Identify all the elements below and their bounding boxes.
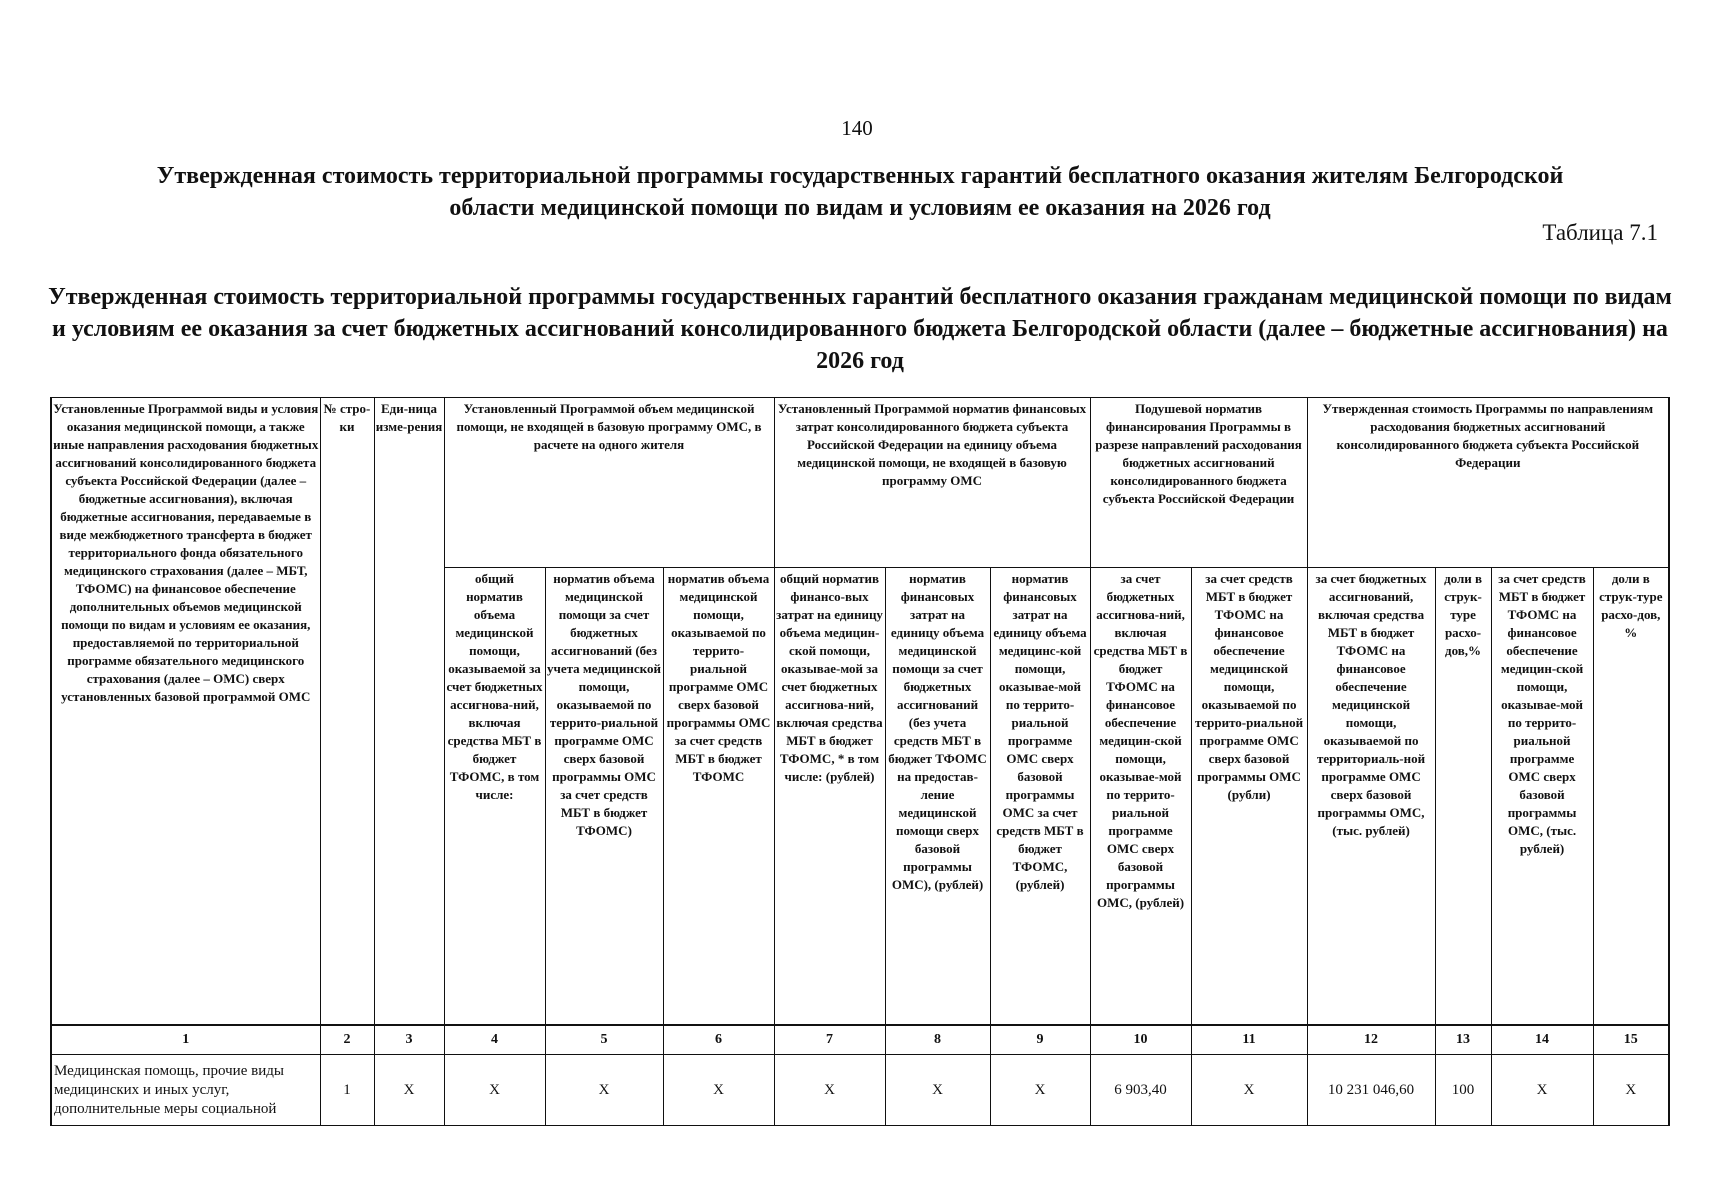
column-number: 14: [1491, 1025, 1593, 1055]
unit-cell: Х: [374, 1055, 444, 1126]
row-name: Медицинская помощь, прочие виды медицинских и иных услуг, дополнительные меры социальной: [51, 1055, 320, 1126]
cost-table: [50, 397, 1670, 1126]
table-cell: Х: [774, 1055, 885, 1126]
column-number: 15: [1593, 1025, 1669, 1055]
column-number: 13: [1435, 1025, 1491, 1055]
table-label: Таблица 7.1: [1542, 220, 1658, 245]
table-cell: 100: [1435, 1055, 1491, 1126]
table-cell: Х: [990, 1055, 1090, 1126]
header-col-7: общий норматив финансо-вых затрат на единицу объема медицин-ской помощи, оказывае-мой за счет бюджетных ассигнова-ний, включая средства МБТ в бюджет ТФОМС, * в том числе: (рублей): [774, 568, 885, 1025]
header-col-9: норматив финансовых затрат на единицу объема медицинс-кой помощи, оказывае-мой по террито-риальной программе ОМС сверх базовой программы ОМС за счет средств МБТ в бюджет ТФОМС, (рублей): [990, 568, 1090, 1025]
column-number: 10: [1090, 1025, 1191, 1055]
table-row: [51, 1055, 1669, 1126]
column-number: 1: [51, 1025, 320, 1055]
table-cell: 10 231 046,60: [1307, 1055, 1435, 1126]
column-number: 12: [1307, 1025, 1435, 1055]
header-group-percapita: Подушевой норматив финансирования Программы в разрезе направлений расходования бюджетных ассигнований консолидированного бюджета субъекта Российской Федерации: [1090, 398, 1307, 568]
table-cell: Х: [663, 1055, 774, 1126]
header-col-8: норматив финансовых затрат на единицу объема медицинской помощи за счет бюджетных ассигнований (без учета средств МБТ в бюджет ТФОМС на предостав-ление медицинской помощи сверх базовой программы ОМС), (рублей): [885, 568, 990, 1025]
table-cell: Х: [1491, 1055, 1593, 1126]
table-title: Утвержденная стоимость территориальной программы государственных гарантий бесплатного оказания гражданам медицинской помощи по видам и условиям ее оказания за счет бюджетных ассигнований консолидированного бюджета Белгородской области (далее – бюджетные ассигнования) на 2026 год: [48, 284, 1672, 374]
header-col-1: Установленные Программой виды и условия оказания медицинской помощи, а также иные направления расходования бюджетных ассигнований консолидированного бюджета субъекта Российской Федерации (далее – бюджетные ассигнования), включая бюджетные ассигнования, передаваемые в виде межбюджетного трансферта в бюджет территориального фонда обязательного медицинского страхования (далее – МБТ, ТФОМС) на финансовое обеспечение дополнительных объемов медицинской помощи по видам и условиям ее оказания, предоставляемой по территориальной программе обязательного медицинского страхования (далее – ОМС) сверх установленных базовой программой ОМС: [51, 398, 320, 1025]
column-number: 11: [1191, 1025, 1307, 1055]
column-number: 3: [374, 1025, 444, 1055]
table-cell: Х: [1593, 1055, 1669, 1126]
header-col-13: доли в струк-туре расхо-дов,%: [1435, 568, 1491, 1025]
header-col-10: за счет бюджетных ассигнова-ний, включая средства МБТ в бюджет ТФОМС на финансовое обеспечение медицин-ской помощи, оказывае-мой по террито-риальной программе ОМС сверх базовой программы ОМС, (рублей): [1090, 568, 1191, 1025]
header-col-14: за счет средств МБТ в бюджет ТФОМС на финансовое обеспечение медицин-ской помощи, оказывае-мой по террито-риальной программе ОМС сверх базовой программы ОМС, (тыс. рублей): [1491, 568, 1593, 1025]
header-col-4: общий норматив объема медицинской помощи, оказываемой за счет бюджетных ассигнова-ний, включая средства МБТ в бюджет ТФОМС, в том числе:: [444, 568, 545, 1025]
row-number-cell: 1: [320, 1055, 374, 1126]
page-number: 140: [841, 116, 873, 140]
header-group-norm: Установленный Программой норматив финансовых затрат консолидированного бюджета субъекта Российской Федерации на единицу объема медицинской помощи, не входящей в базовую программу ОМС: [774, 398, 1090, 568]
header-col-11: за счет средств МБТ в бюджет ТФОМС на финансовое обеспечение медицинской помощи, оказываемой по террито-риальной программе ОМС сверх базовой программы ОМС (рубли): [1191, 568, 1307, 1025]
column-number: 8: [885, 1025, 990, 1055]
column-number: 4: [444, 1025, 545, 1055]
column-number: 2: [320, 1025, 374, 1055]
table-cell: Х: [545, 1055, 663, 1126]
header-group-volume: Установленный Программой объем медицинской помощи, не входящей в базовую программу ОМС, в расчете на одного жителя: [444, 398, 774, 568]
column-number: 6: [663, 1025, 774, 1055]
header-col-15: доли в струк-туре расхо-дов, %: [1593, 568, 1669, 1025]
header-group-cost: Утвержденная стоимость Программы по направлениям расходования бюджетных ассигнований консолидированного бюджета субъекта Российской Федерации: [1307, 398, 1669, 568]
header-col-12: за счет бюджетных ассигнований, включая средства МБТ в бюджет ТФОМС на финансовое обеспечение медицинской помощи, оказываемой по территориаль-ной программе ОМС сверх базовой программы ОМС, (тыс. рублей): [1307, 568, 1435, 1025]
table-cell: Х: [444, 1055, 545, 1126]
header-col-2: № стро-ки: [320, 398, 374, 1025]
header-col-5: норматив объема медицинской помощи за счет бюджетных ассигнований (без учета медицинской помощи, оказываемой по террито-риальной программе ОМС сверх базовой программы ОМС за счет средств МБТ в бюджет ТФОМС): [545, 568, 663, 1025]
column-number: 9: [990, 1025, 1090, 1055]
header-col-3: Еди-ница изме-рения: [374, 398, 444, 1025]
column-number: 7: [774, 1025, 885, 1055]
header-col-6: норматив объема медицинской помощи, оказываемой по террито-риальной программе ОМС сверх базовой программы ОМС за счет средств МБТ в бюджет ТФОМС: [663, 568, 774, 1025]
column-number: 5: [545, 1025, 663, 1055]
table-cell: Х: [1191, 1055, 1307, 1126]
table-cell: 6 903,40: [1090, 1055, 1191, 1126]
table-cell: Х: [885, 1055, 990, 1126]
document-title: Утвержденная стоимость территориальной программы государственных гарантий бесплатного оказания жителям Белгородской области медицинской помощи по видам и условиям ее оказания на 2026 год: [156, 163, 1564, 221]
